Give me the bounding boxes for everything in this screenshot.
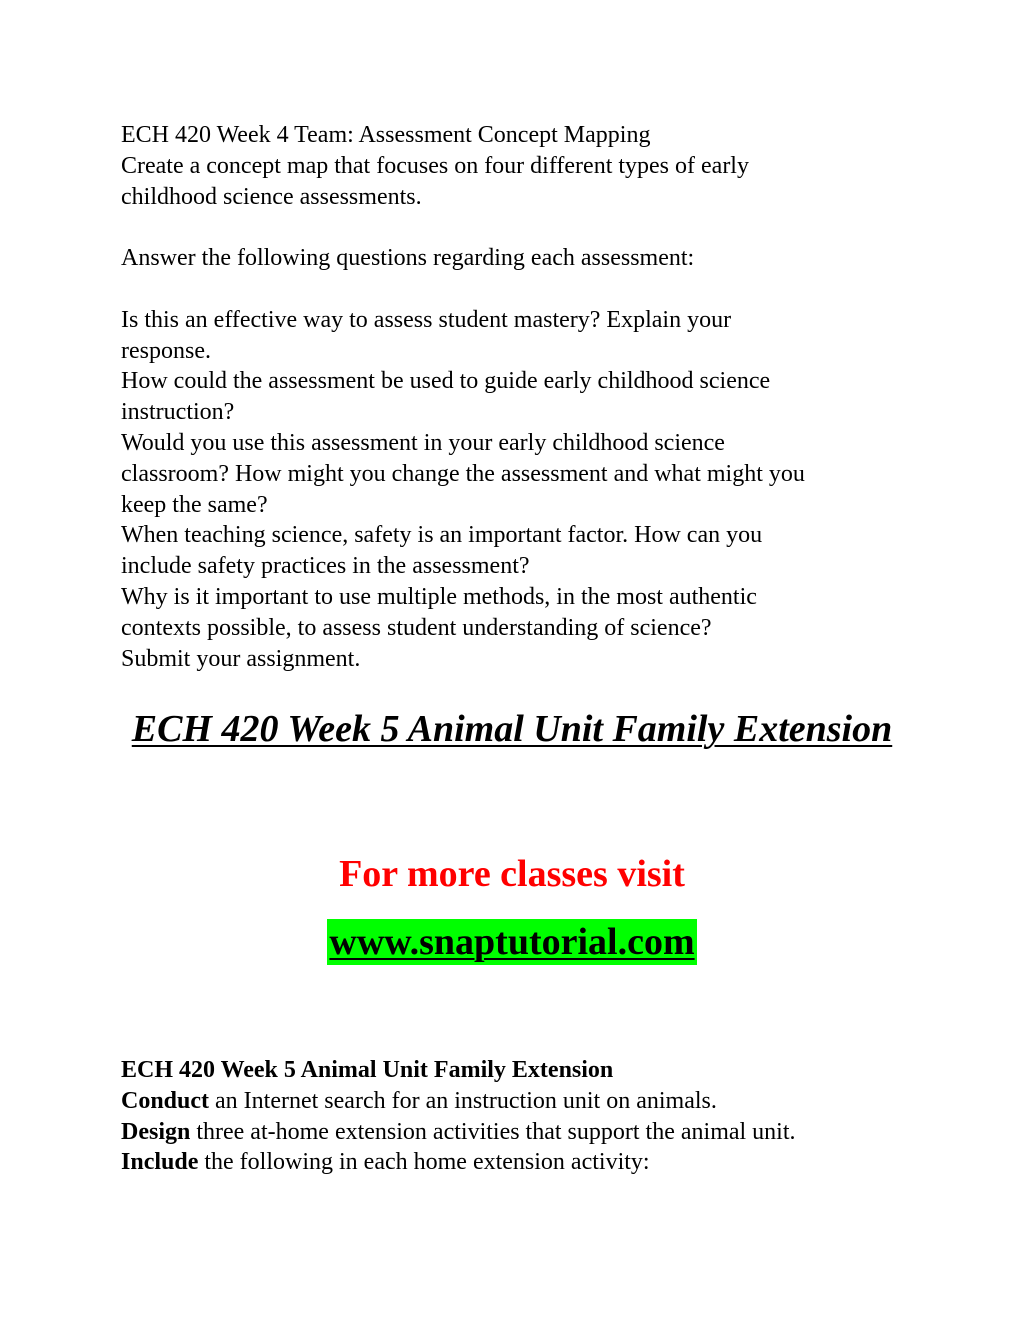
design-text: three at-home extension activities that support the animal unit. xyxy=(190,1118,796,1145)
question-4-line-1: When teaching science, safety is an important factor. How can you xyxy=(121,522,763,549)
question-2-line-1: How could the assessment be used to guide early childhood science xyxy=(121,368,771,395)
design-keyword: Design xyxy=(121,1118,191,1145)
question-3-line-1: Would you use this assessment in your early childhood science xyxy=(121,429,725,456)
question-2-line-2: instruction? xyxy=(121,399,235,426)
paragraph-gap xyxy=(121,274,911,305)
include-text: the following in each home extension activity: xyxy=(198,1149,650,1176)
week4-title: ECH 420 Week 4 Team: Assessment Concept Mapping xyxy=(121,122,651,148)
snaptutorial-link[interactable]: www.snaptutorial.com xyxy=(329,921,695,963)
week4-intro-line-2: childhood science assessments. xyxy=(121,183,422,210)
week4-section xyxy=(121,120,911,674)
week5-line-1 xyxy=(121,1086,911,1117)
week5-heading: ECH 420 Week 5 Animal Unit Family Extension xyxy=(131,708,893,750)
week4-intro-line-1: Create a concept map that focuses on four different types of early xyxy=(121,152,749,179)
question-3-line-3: keep the same? xyxy=(121,491,268,518)
conduct-text: an Internet search for an instruction unit on animals. xyxy=(209,1087,717,1114)
week5-title: ECH 420 Week 5 Animal Unit Family Extension xyxy=(121,1057,614,1083)
question-4-line-2: include safety practices in the assessment? xyxy=(121,553,530,580)
promo-text: For more classes visit xyxy=(339,853,685,895)
week5-section xyxy=(121,1055,911,1178)
questions-lead: Answer the following questions regarding each assessment: xyxy=(121,245,695,272)
week5-line-3 xyxy=(121,1147,911,1178)
question-1-line-1: Is this an effective way to assess student mastery? Explain your xyxy=(121,306,732,333)
question-5-line-2: contexts possible, to assess student understanding of science? xyxy=(121,614,712,641)
paragraph-gap xyxy=(121,212,911,243)
promo-link-container xyxy=(0,919,1024,965)
include-keyword: Include xyxy=(121,1149,199,1176)
question-1-line-2: response. xyxy=(121,337,211,364)
submit-instruction: Submit your assignment. xyxy=(121,645,361,672)
conduct-keyword: Conduct xyxy=(121,1087,210,1114)
question-3-line-2: classroom? How might you change the assessment and what might you xyxy=(121,460,805,487)
question-5-line-1: Why is it important to use multiple methods, in the most authentic xyxy=(121,583,757,610)
week5-line-2 xyxy=(121,1117,911,1148)
